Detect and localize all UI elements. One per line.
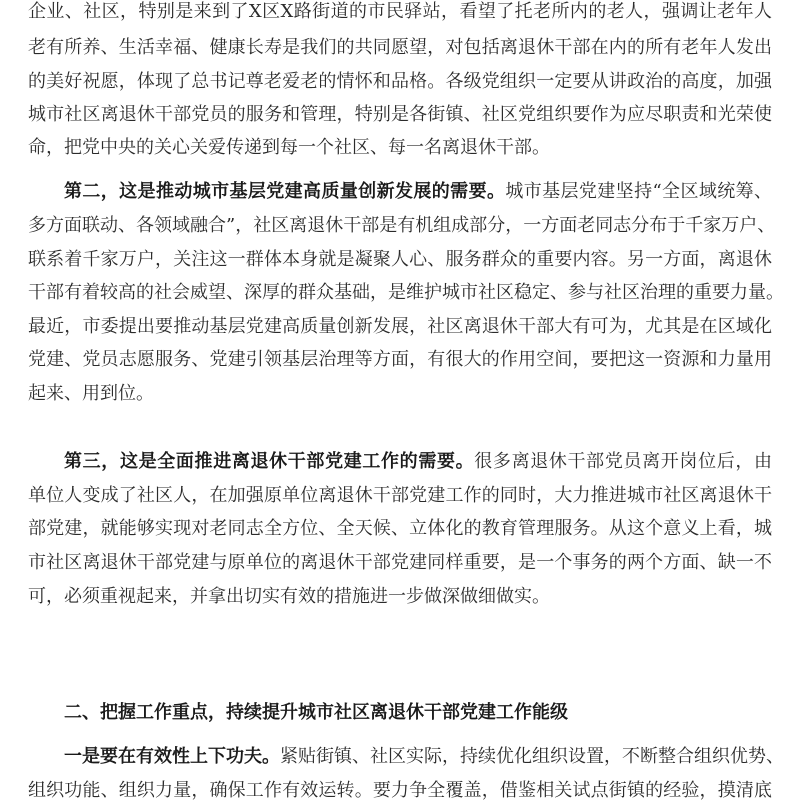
text-line: 城市社区离退休干部党员的服务和管理，特别是各街镇、社区党组织要作为应尽职责和光荣使 <box>28 104 772 125</box>
paragraph-lead: 一是要在有效性上下功夫。 <box>64 746 280 767</box>
text-line: 的美好祝愿，体现了总书记尊老爱老的情怀和品格。各级党组织一定要从讲政治的高度，加强 <box>28 71 772 92</box>
text-span: 城市基层党建坚持“全区域统筹、 <box>505 181 772 202</box>
text-line: 单位人变成了社区人，在加强原单位离退休干部党建工作的同时，大力推进城市社区离退休干 <box>28 485 772 506</box>
text-line: 命，把党中央的关心关爱传递到每一个社区、每一名离退休干部。 <box>28 137 550 158</box>
text-line: 可，必须重视起来，并拿出切实有效的措施进一步做深做细做实。 <box>28 586 550 607</box>
section-heading: 二、把握工作重点，持续提升城市社区离退休干部党建工作能级 <box>64 702 568 723</box>
text-line <box>64 451 772 473</box>
text-line: 多方面联动、各领域融合”，社区离退休干部是有机组成部分，一方面老同志分布于千家万户、 <box>28 215 776 236</box>
text-line: 组织功能、组织力量，确保工作有效运转。要力争全覆盖，借鉴相关试点街镇的经验，摸清底 <box>28 780 772 801</box>
paragraph-lead: 第二，这是推动城市基层党建高质量创新发展的需要。 <box>64 181 506 202</box>
text-line: 最近，市委提出要推动基层党建高质量创新发展，社区离退休干部大有可为，尤其是在区域化 <box>28 316 772 337</box>
text-span: 很多离退休干部党员离开岗位后，由 <box>474 451 773 472</box>
text-line: 老有所养、生活幸福、健康长寿是我们的共同愿望，对包括离退休干部在内的所有老年人发出 <box>28 37 772 58</box>
text-line: 企业、社区，特别是来到了X区X路街道的市民驿站，看望了托老所内的老人，强调让老年人 <box>28 1 772 22</box>
text-line: 起来、用到位。 <box>28 383 154 404</box>
text-span: 紧贴街镇、社区实际，持续优化组织设置，不断整合组织优势、 <box>280 746 784 767</box>
text-line: 党建、党员志愿服务、党建引领基层治理等方面，有很大的作用空间，要把这一资源和力量用 <box>28 349 772 370</box>
text-line <box>64 746 784 768</box>
text-line: 联系着千家万户，关注这一群体本身就是凝聚人心、服务群众的重要内容。另一方面，离退休 <box>28 249 772 270</box>
text-line <box>64 181 772 203</box>
paragraph-lead: 第三，这是全面推进离退休干部党建工作的需要。 <box>64 451 475 472</box>
text-line: 干部有着较高的社会威望、深厚的群众基础，是维护城市社区稳定、参与社区治理的重要力量。 <box>28 282 784 303</box>
text-line: 市社区离退休干部党建与原单位的离退休干部党建同样重要，是一个事务的两个方面、缺一不 <box>28 552 772 573</box>
text-line: 部党建，就能够实现对老同志全方位、全天候、立体化的教育管理服务。从这个意义上看，城 <box>28 518 772 539</box>
